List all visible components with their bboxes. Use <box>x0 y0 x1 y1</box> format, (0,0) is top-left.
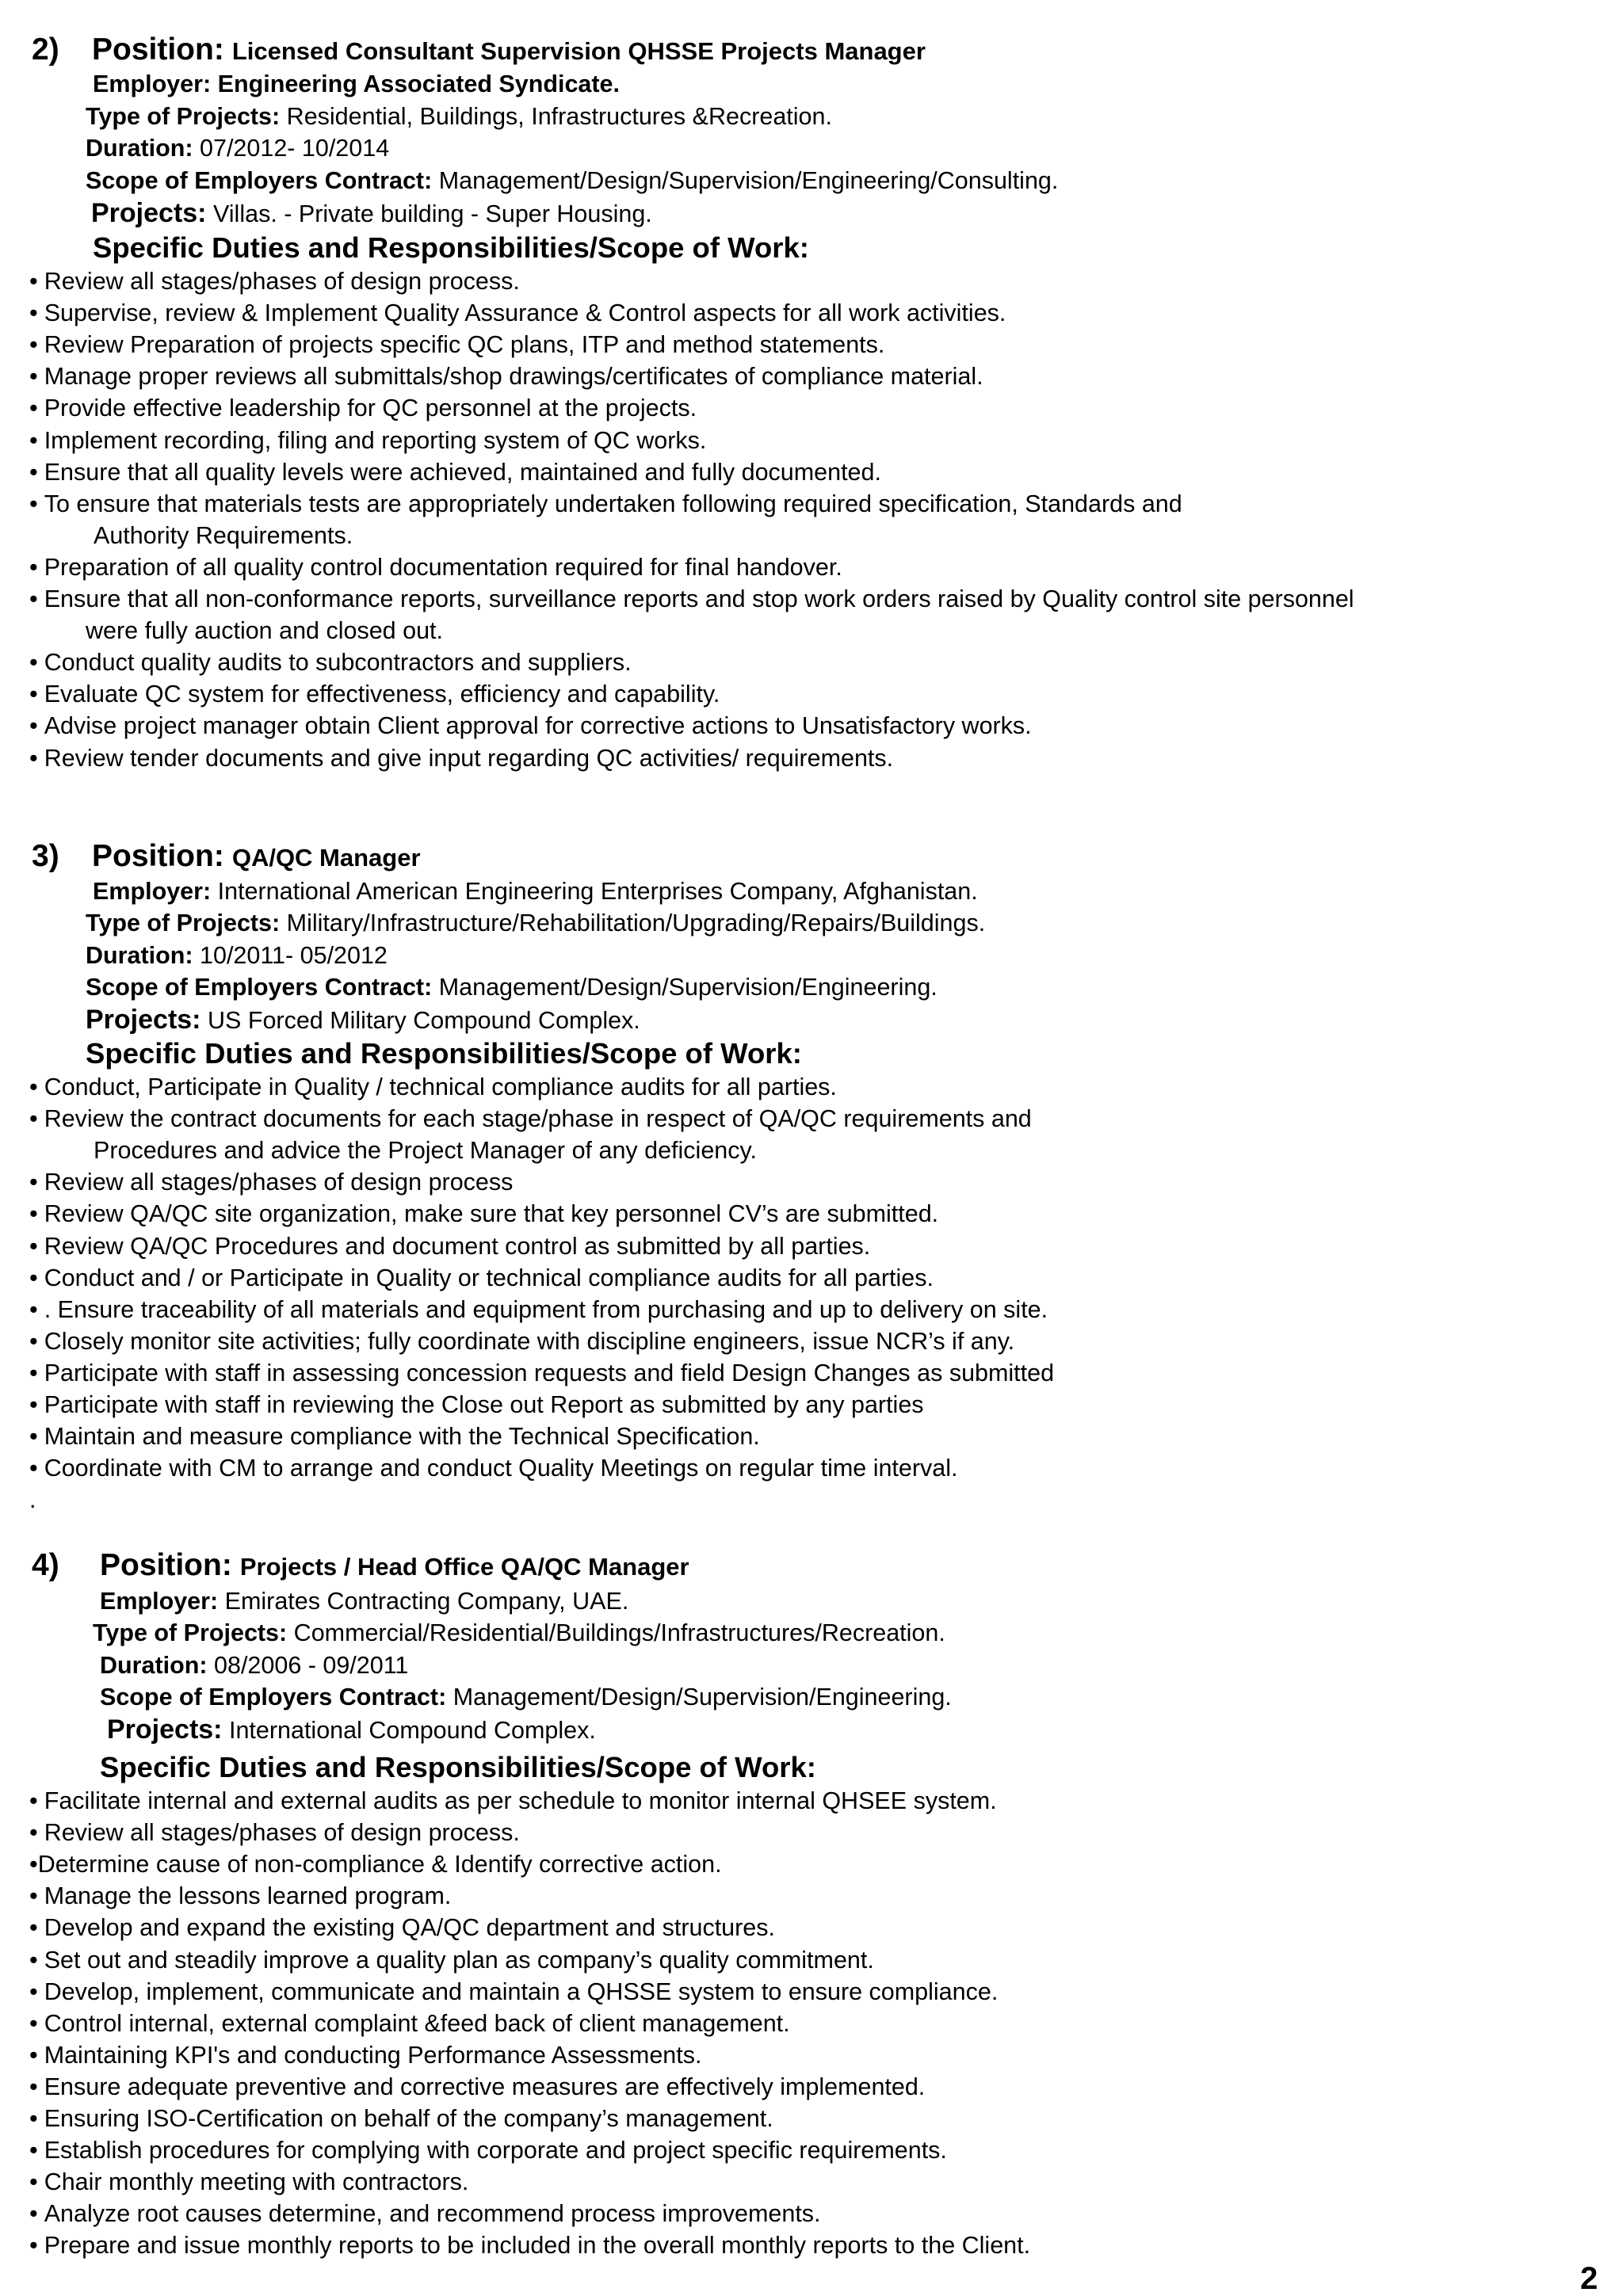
bullet-icon: • <box>29 1423 38 1451</box>
projects-value: US Forced Military Compound Complex. <box>207 1007 640 1034</box>
bullet-icon: • <box>29 1327 38 1355</box>
duty-item <box>29 1817 520 1848</box>
duty-item <box>29 1198 938 1230</box>
bullet-icon: • <box>29 331 38 359</box>
duty-text: . Ensure traceability of all materials and equipment from purchasing and up to delivery on site. <box>44 1295 1048 1323</box>
duty-item <box>29 425 706 456</box>
scope-label: Scope of Employers Contract: <box>86 974 433 1001</box>
bullet-icon: • <box>29 426 38 454</box>
bullet-icon: • <box>29 585 38 612</box>
bullet-icon: • <box>29 1914 38 1942</box>
duty-text: Preparation of all quality control documentation required for final handover. <box>44 553 842 581</box>
duty-item <box>29 1944 874 1976</box>
bullet-icon: • <box>29 2200 38 2228</box>
duty-text: Review QA/QC Procedures and document control as submitted by all parties. <box>44 1232 871 1260</box>
bullet-icon: • <box>29 681 38 708</box>
position-label: Position: <box>92 32 224 67</box>
duty-item <box>29 2166 468 2198</box>
scope-line <box>86 165 1058 196</box>
position-label: Position: <box>100 1548 232 1582</box>
duty-item <box>29 265 520 297</box>
duty-continuation <box>94 520 353 551</box>
duty-text: Determine cause of non-compliance & Identify corrective action. <box>37 1851 722 1878</box>
duty-text: Implement recording, filing and reporting system of QC works. <box>44 426 707 454</box>
position-title: Projects / Head Office QA/QC Manager <box>239 1553 689 1581</box>
bullet-icon: • <box>29 363 38 391</box>
projects-value: International Compound Complex. <box>228 1717 596 1744</box>
duration-value: 10/2011- 05/2012 <box>200 942 388 969</box>
duty-item <box>29 646 632 678</box>
duration-label: Duration: <box>100 1652 208 1679</box>
bullet-icon: • <box>29 1882 38 1910</box>
duty-item <box>29 710 1032 742</box>
page-number: 2 <box>1580 2261 1598 2296</box>
duty-text: Ensure that all non-conformance reports, surveillance reports and stop work orders raised by Quality control site personnel <box>44 585 1354 612</box>
duty-text: Ensure that all quality levels were achieved, maintained and fully documented. <box>44 458 881 486</box>
duty-item <box>29 678 720 710</box>
bullet-icon: • <box>29 1105 38 1133</box>
employer-line <box>93 68 620 100</box>
duty-text: Review the contract documents for each stage/phase in respect of QA/QC requirements and <box>44 1105 1032 1133</box>
bullet-icon: • <box>29 395 38 422</box>
duties-heading: Specific Duties and Responsibilities/Scope of Work: <box>93 231 809 264</box>
duty-item <box>29 2071 925 2103</box>
duration-label: Duration: <box>86 942 193 969</box>
section-number: 3) <box>32 839 59 873</box>
bullet-icon: • <box>29 299 38 327</box>
duty-text: Ensure adequate preventive and corrective measures are effectively implemented. <box>44 2073 926 2100</box>
scope-label: Scope of Employers Contract: <box>100 1684 447 1711</box>
position-heading <box>32 841 421 872</box>
duty-text: Maintaining KPI's and conducting Performance Assessments. <box>44 2041 702 2069</box>
duty-text: Provide effective leadership for QC personnel at the projects. <box>44 395 697 422</box>
duty-continuation <box>86 615 443 646</box>
duty-item <box>29 583 1354 615</box>
type-line <box>86 907 985 939</box>
bullet-icon: • <box>29 490 38 517</box>
duty-text: Review all stages/phases of design process. <box>44 268 520 295</box>
duties-heading: Specific Duties and Responsibilities/Scope of Work: <box>100 1751 816 1783</box>
duty-item <box>29 1262 934 1294</box>
duty-continuation <box>94 1135 757 1166</box>
position-title: QA/QC Manager <box>231 844 421 871</box>
duty-item <box>29 1325 1014 1357</box>
duration-value: 07/2012- 10/2014 <box>200 135 390 162</box>
duty-text: Conduct quality audits to subcontractors and suppliers. <box>44 649 632 677</box>
position-label: Position: <box>92 839 224 873</box>
bullet-icon: • <box>29 1978 38 2005</box>
bullet-icon: • <box>29 2009 38 2037</box>
projects-value: Villas. - Private building - Super Housing. <box>212 200 652 227</box>
duty-item <box>29 1071 837 1103</box>
duty-text: Advise project manager obtain Client approval for corrective actions to Unsatisfactory works. <box>44 712 1032 740</box>
duty-text: Manage proper reviews all submittals/shop drawings/certificates of compliance material. <box>44 363 983 391</box>
bullet-icon: • <box>29 1232 38 1260</box>
scope-value: Management/Design/Supervision/Engineering/Consulting. <box>438 167 1059 194</box>
bullet-icon: • <box>29 1819 38 1847</box>
duty-item <box>29 1389 924 1421</box>
bullet-icon: • <box>29 2232 38 2260</box>
bullet-icon: • <box>29 1169 38 1196</box>
duty-text: Analyze root causes determine, and recommend process improvements. <box>44 2200 821 2228</box>
type-value: Military/Infrastructure/Rehabilitation/Upgrading/Repairs/Buildings. <box>286 910 986 936</box>
type-value: Commercial/Residential/Buildings/Infrastructures/Recreation. <box>293 1619 945 1646</box>
duty-text: Review all stages/phases of design process <box>44 1169 514 1196</box>
duty-text: Establish procedures for complying with corporate and project specific requirements. <box>44 2137 947 2164</box>
employer-line <box>100 1585 628 1617</box>
duty-item <box>29 1421 760 1452</box>
duty-item <box>29 1452 958 1484</box>
type-label: Type of Projects: <box>86 103 281 130</box>
duty-item <box>29 1357 1054 1389</box>
duty-text: Closely monitor site activities; fully coordinate with discipline engineers, issue NCR’s if any. <box>44 1327 1015 1355</box>
employer-value: Engineering Associated Syndicate. <box>217 71 620 97</box>
type-value: Residential, Buildings, Infrastructures &Recreation. <box>286 103 832 130</box>
duty-text: Prepare and issue monthly reports to be included in the overall monthly reports to the Client. <box>44 2232 1031 2260</box>
duty-text: Supervise, review & Implement Quality Assurance & Control aspects for all work activities. <box>44 299 1006 327</box>
duty-text: Participate with staff in assessing concession requests and field Design Changes as submitted <box>44 1359 1055 1386</box>
duty-item <box>29 392 697 424</box>
employer-value: Emirates Contracting Company, UAE. <box>224 1588 629 1615</box>
duty-item <box>29 1230 870 1262</box>
bullet-icon: • <box>29 1200 38 1228</box>
duty-item <box>29 297 1006 329</box>
bullet-icon: • <box>29 1074 38 1100</box>
bullet-icon: • <box>29 458 38 486</box>
bullet-icon: • <box>29 712 38 740</box>
bullet-icon: • <box>29 1391 38 1418</box>
projects-label: Projects: <box>107 1714 223 1745</box>
bullet-icon: • <box>29 1455 38 1482</box>
bullet-icon: • <box>29 2168 38 2196</box>
duty-item <box>29 1294 1048 1325</box>
duty-item <box>29 742 893 774</box>
bullet-icon: • <box>29 1787 38 1814</box>
duty-text: Coordinate with CM to arrange and conduct Quality Meetings on regular time interval. <box>44 1455 958 1482</box>
section-number: 4) <box>32 1548 59 1582</box>
projects-line <box>91 197 652 229</box>
duty-item <box>29 2008 790 2039</box>
bullet-icon: • <box>29 1295 38 1323</box>
bullet-icon: • <box>29 2073 38 2100</box>
duty-item <box>29 329 884 360</box>
employer-label: Employer: <box>93 878 212 905</box>
duty-text: Evaluate QC system for effectiveness, efficiency and capability. <box>44 681 720 708</box>
duty-text: were fully auction and closed out. <box>86 617 443 645</box>
bullet-icon: • <box>29 744 38 772</box>
duty-text: Ensuring ISO-Certification on behalf of the company’s management. <box>44 2105 773 2132</box>
scope-line <box>86 971 938 1003</box>
duty-text: Develop, implement, communicate and maintain a QHSSE system to ensure compliance. <box>44 1978 999 2005</box>
duty-item <box>29 2198 821 2229</box>
duty-item <box>29 1880 451 1912</box>
duty-text: Develop and expand the existing QA/QC department and structures. <box>44 1914 775 1942</box>
scope-value: Management/Design/Supervision/Engineering. <box>438 974 938 1001</box>
duty-text: Maintain and measure compliance with the Technical Specification. <box>44 1423 760 1451</box>
type-line <box>86 101 832 132</box>
bullet-icon: • <box>29 553 38 581</box>
duty-item <box>29 1912 775 1943</box>
section-number: 2) <box>32 32 59 67</box>
scope-value: Management/Design/Supervision/Engineering. <box>453 1684 952 1711</box>
duration-line <box>86 940 388 971</box>
bullet-icon: • <box>29 1359 38 1386</box>
duty-item <box>29 2134 947 2166</box>
duty-text: Conduct, Participate in Quality / technical compliance audits for all parties. <box>44 1074 837 1100</box>
duty-text: Control internal, external complaint &feed back of client management. <box>44 2009 790 2037</box>
scope-line <box>100 1681 952 1713</box>
projects-line <box>107 1714 596 1745</box>
duty-text: Manage the lessons learned program. <box>44 1882 452 1910</box>
duty-item <box>29 1166 513 1198</box>
duty-text: Review Preparation of projects specific QC plans, ITP and method statements. <box>44 331 885 359</box>
duty-text: Facilitate internal and external audits as per schedule to monitor internal QHSEE system. <box>44 1787 997 1814</box>
duty-item <box>29 2229 1030 2261</box>
duty-item <box>29 360 983 392</box>
bullet-icon: • <box>29 649 38 677</box>
duty-item <box>29 456 881 488</box>
bullet-icon: • <box>29 1851 38 1878</box>
projects-label: Projects: <box>86 1005 201 1035</box>
scope-label: Scope of Employers Contract: <box>86 167 433 194</box>
duty-text: Review tender documents and give input regarding QC activities/ requirements. <box>44 744 894 772</box>
employer-label: Employer: <box>100 1588 219 1615</box>
projects-label: Projects: <box>91 198 207 228</box>
employer-label: Employer: <box>93 71 212 97</box>
duty-item <box>29 551 842 583</box>
position-heading <box>32 1550 689 1581</box>
duty-item <box>29 2039 701 2071</box>
employer-value: International American Engineering Enterprises Company, Afghanistan. <box>217 878 978 905</box>
type-label: Type of Projects: <box>93 1619 288 1646</box>
duty-text: Procedures and advice the Project Manager of any deficiency. <box>94 1137 757 1165</box>
duty-text: Review all stages/phases of design process. <box>44 1819 520 1847</box>
duration-line <box>86 132 389 164</box>
bullet-icon: • <box>29 2041 38 2069</box>
duty-text: Participate with staff in reviewing the Close out Report as submitted by any parties <box>44 1391 924 1418</box>
duty-text: To ensure that materials tests are appropriately undertaken following required specification, Standards and <box>44 490 1182 517</box>
bullet-icon: • <box>29 2137 38 2164</box>
duration-line <box>100 1650 408 1681</box>
projects-line <box>86 1004 640 1035</box>
duty-text: Chair monthly meeting with contractors. <box>44 2168 469 2196</box>
duty-item <box>29 1103 1032 1135</box>
duty-item <box>29 1848 722 1880</box>
duration-label: Duration: <box>86 135 193 162</box>
duty-text: Review QA/QC site organization, make sure that key personnel CV’s are submitted. <box>44 1200 939 1228</box>
position-title: Licensed Consultant Supervision QHSSE Projects Manager <box>231 37 926 65</box>
position-heading <box>32 34 926 66</box>
duty-item <box>29 488 1182 520</box>
duty-text: Authority Requirements. <box>94 521 353 549</box>
bullet-icon: • <box>29 268 38 295</box>
bullet-icon: • <box>29 1264 38 1291</box>
duty-item <box>29 2103 773 2134</box>
duration-value: 08/2006 - 09/2011 <box>214 1652 409 1679</box>
duty-text: Set out and steadily improve a quality plan as company’s quality commitment. <box>44 1946 874 1974</box>
duty-item <box>29 1785 997 1817</box>
trailing-mark: . <box>29 1486 36 1513</box>
employer-line <box>93 875 978 907</box>
duty-text: Conduct and / or Participate in Quality or technical compliance audits for all parties. <box>44 1264 934 1291</box>
bullet-icon: • <box>29 2105 38 2132</box>
bullet-icon: • <box>29 1946 38 1974</box>
type-line <box>93 1617 945 1649</box>
duties-heading: Specific Duties and Responsibilities/Scope of Work: <box>86 1037 802 1070</box>
duty-item <box>29 1976 998 2008</box>
type-label: Type of Projects: <box>86 910 281 936</box>
